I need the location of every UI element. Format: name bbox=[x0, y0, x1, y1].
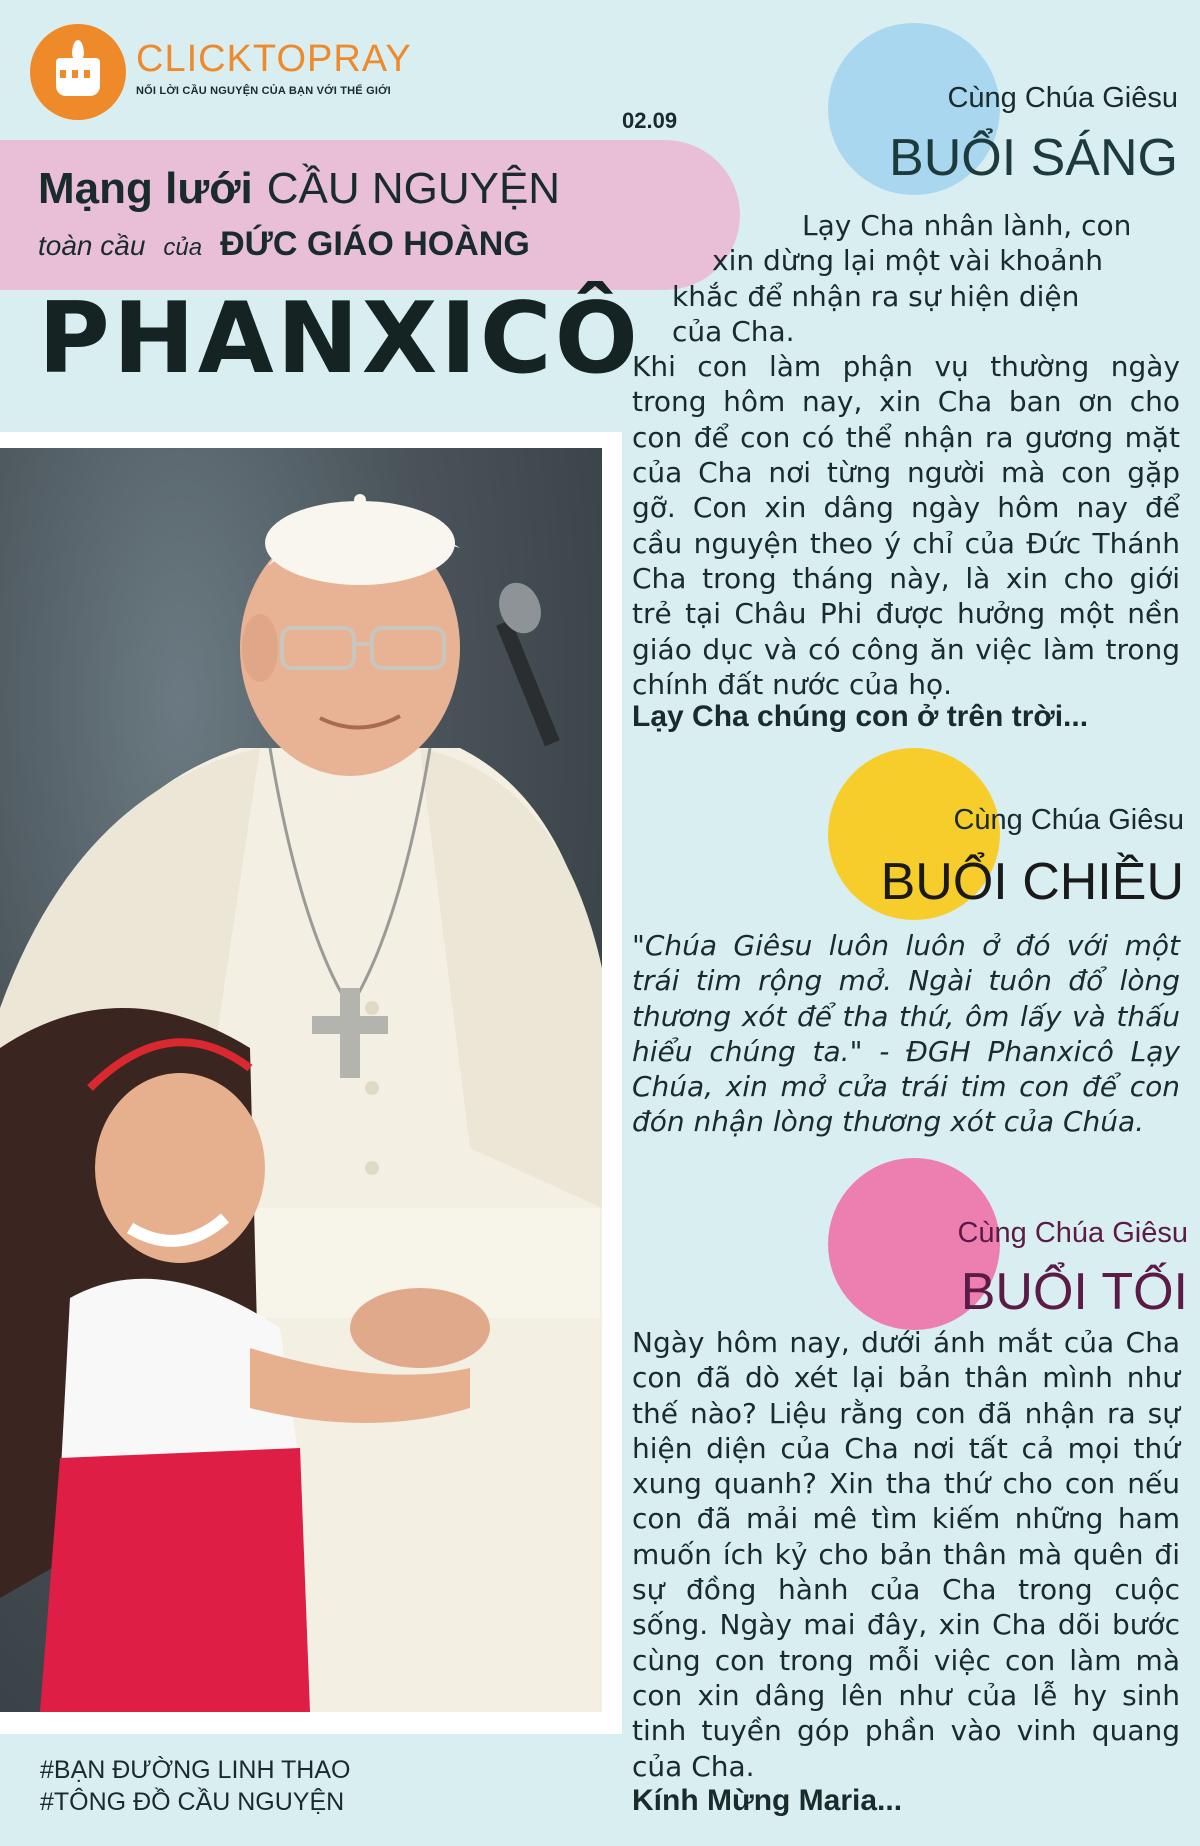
title-line-2 bbox=[38, 225, 530, 264]
morning-text-line: của Cha. bbox=[672, 314, 795, 348]
title-prayer: CẦU NGUYỆN bbox=[266, 164, 561, 213]
hashtag: #BẠN ĐƯỜNG LINH THAO bbox=[40, 1756, 351, 1784]
afternoon-heading: BUỔI CHIỀU bbox=[880, 853, 1184, 911]
frame-tab bbox=[602, 442, 622, 486]
hashtag: #TÔNG ĐỒ CẦU NGUYỆN bbox=[40, 1788, 345, 1816]
morning-text-line: Lạy Cha nhân lành, con bbox=[802, 209, 1132, 242]
afternoon-text: "Chúa Giêsu luôn luôn ở đó với một trái tim rộng mở. Ngài tuôn đổ lòng thương xót để tha thứ, ôm lấy và thấu hiểu chúng ta." - ĐGH Phanxicô Lạy Chúa, xin mở cửa trái tim con để con đón nhận lòng thương xót của Chúa. bbox=[632, 929, 1180, 1139]
title-banner bbox=[0, 140, 740, 290]
morning-text-line: khắc để nhận ra sự hiện diện bbox=[672, 279, 1080, 313]
evening-heading: BUỔI TỐI bbox=[960, 1263, 1188, 1321]
brand-tagline: NỐI LỜI CẦU NGUYỆN CỦA BẠN VỚI THẾ GIỚI bbox=[136, 85, 391, 97]
title-network: Mạng lưới bbox=[38, 164, 253, 213]
morning-text bbox=[632, 208, 1180, 702]
title-of: của bbox=[163, 234, 203, 261]
title-line-1 bbox=[38, 164, 560, 214]
morning-text-rest: Khi con làm phận vụ thường ngày trong hôm nay, xin Cha ban ơn cho con để con có thể nhận ra gương mặt của Cha nơi từng người mà con gặp gỡ. Con xin dâng ngày hôm nay để cầu nguyện theo ý chỉ của Đức Thánh Cha trong tháng này, là xin cho giới trẻ tại Châu Phi được hưởng một nền giáo dục và có công ăn việc làm trong chính đất nước của họ. bbox=[632, 350, 1180, 701]
evening-text: Ngày hôm nay, dưới ánh mắt của Cha con đã dò xét lại bản thân mình như thế nào? Liệu rằng con đã nhận ra sự hiện diện của Cha nơi tất cả mọi thứ xung quanh? Xin tha thứ cho con nếu con đã mải mê tìm kiếm những ham muốn ích kỷ cho bản thân mà quên đi sự đồng hành của Cha trong cuộc sống. Ngày mai đây, xin Cha dõi bước cùng con trong mỗi việc con làm mà con xin dâng lên như của lễ hy sinh tinh tuyền góp phần vào vinh quang của Cha. bbox=[632, 1326, 1180, 1783]
page-title: PHANXICÔ bbox=[38, 282, 641, 396]
evening-prayer: Kính Mừng Maria... bbox=[632, 1784, 903, 1817]
title-pope: ĐỨC GIÁO HOÀNG bbox=[220, 225, 530, 263]
hashtags bbox=[40, 1754, 350, 1818]
pope-with-child-photo bbox=[0, 448, 602, 1712]
date-label: 02.09 bbox=[622, 108, 678, 133]
morning-prayer: Lạy Cha chúng con ở trên trời... bbox=[632, 700, 1089, 733]
afternoon-subtitle: Cùng Chúa Giêsu bbox=[953, 804, 1184, 836]
evening-subtitle: Cùng Chúa Giêsu bbox=[957, 1217, 1188, 1249]
brand-name: CLICKTOPRAY bbox=[136, 38, 412, 80]
morning-heading: BUỔI SÁNG bbox=[889, 129, 1178, 187]
morning-subtitle: Cùng Chúa Giêsu bbox=[947, 82, 1178, 114]
candle-logo-icon bbox=[30, 24, 126, 120]
morning-text-line: xin dừng lại một vài khoảnh bbox=[712, 244, 1103, 278]
frame-tab bbox=[602, 646, 622, 1726]
title-global: toàn cầu bbox=[38, 230, 146, 261]
